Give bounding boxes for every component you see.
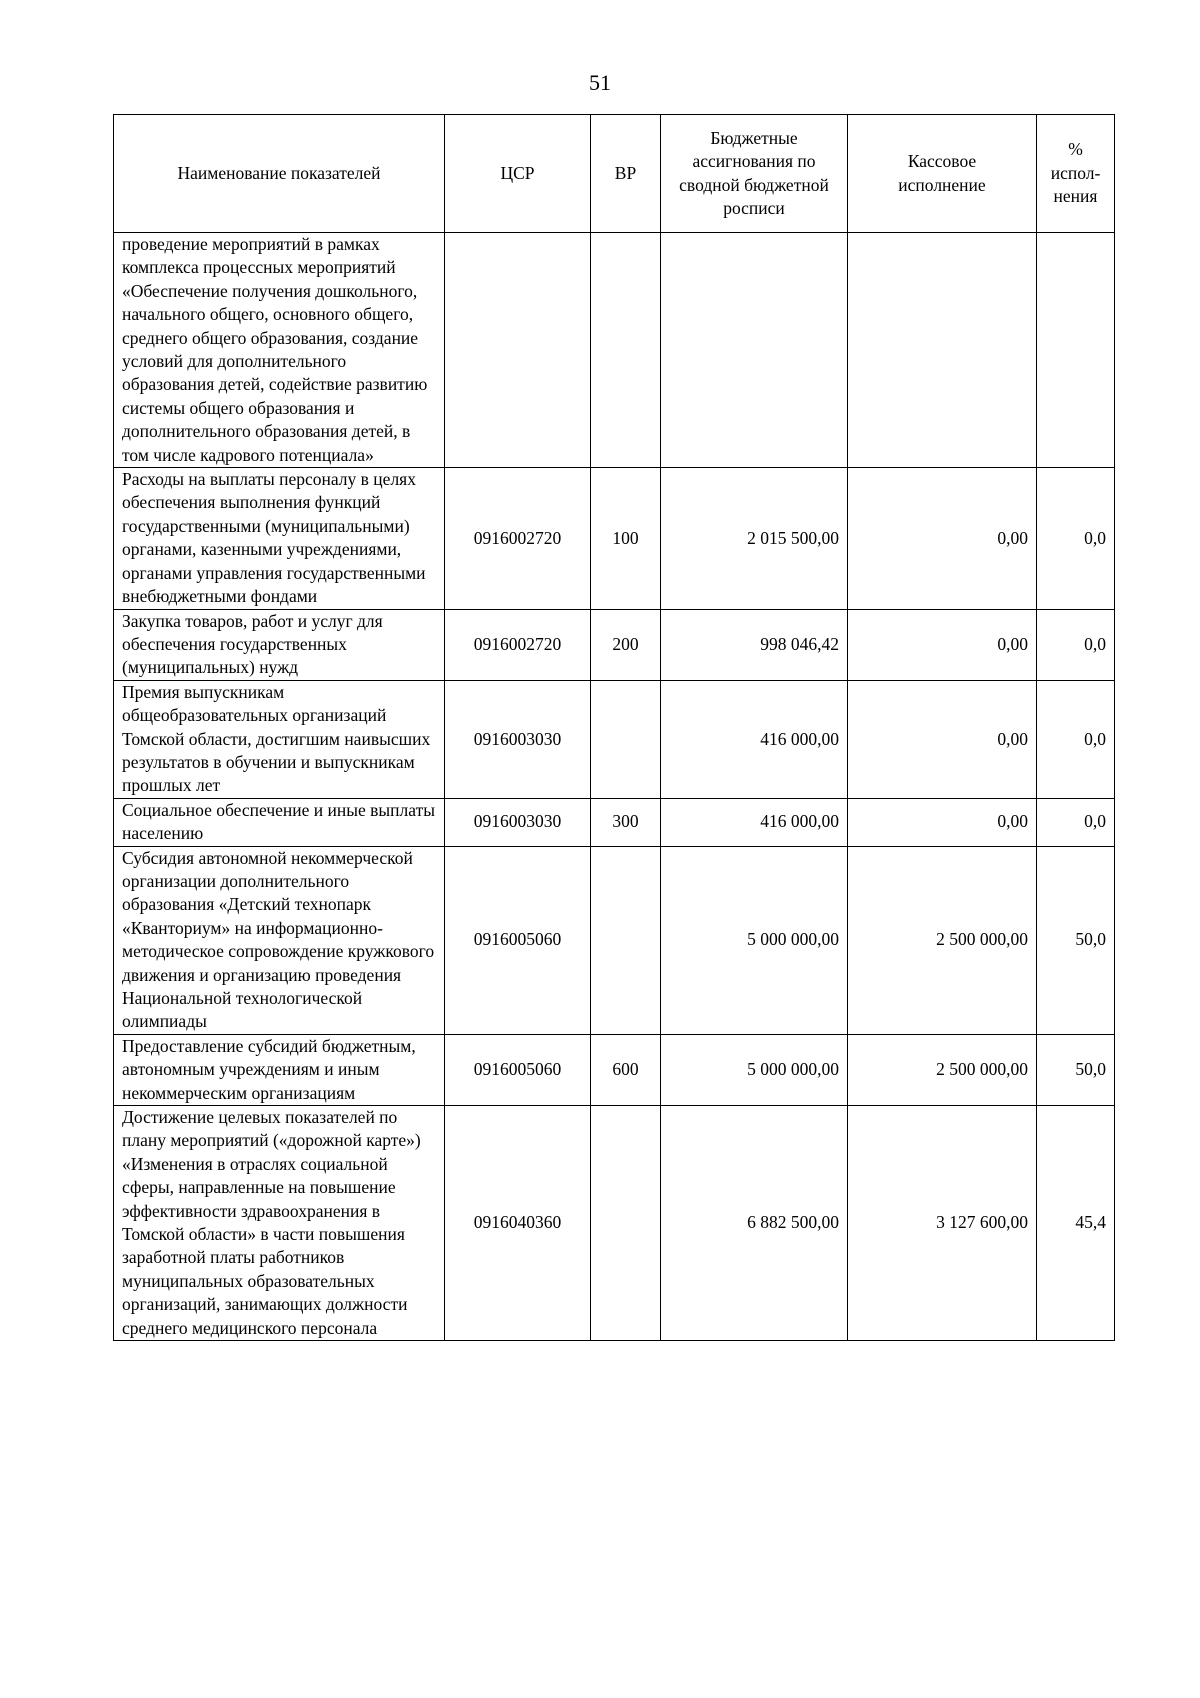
cell-cash-execution: 2 500 000,00 (848, 846, 1037, 1034)
cell-budget-allocations: 416 000,00 (661, 798, 848, 846)
header-cash-execution: Кассовое исполнение (848, 115, 1037, 233)
header-budget-allocations: Бюджетные ассигнования по сводной бюджетной росписи (661, 115, 848, 233)
header-csr: ЦСР (445, 115, 591, 233)
cell-execution-percent: 45,4 (1037, 1106, 1115, 1341)
cell-vr: 600 (591, 1034, 661, 1105)
budget-execution-table (113, 114, 1115, 1341)
cell-vr (591, 680, 661, 798)
cell-budget-allocations: 6 882 500,00 (661, 1106, 848, 1341)
cell-cash-execution: 3 127 600,00 (848, 1106, 1037, 1341)
table-row (114, 609, 1115, 680)
cell-cash-execution: 0,00 (848, 798, 1037, 846)
cell-vr: 300 (591, 798, 661, 846)
cell-cash-execution (848, 233, 1037, 468)
cell-name: Достижение целевых показателей по плану мероприятий («дорожной карте») «Изменения в отраслях социальной сферы, направленные на повышение эффективности здравоохранения в Томской области» в части повышения заработной платы работников муниципальных образовательных организаций, занимающих должности среднего медицинского персонала (114, 1106, 445, 1341)
cell-vr (591, 846, 661, 1034)
table-row (114, 233, 1115, 468)
cell-budget-allocations: 998 046,42 (661, 609, 848, 680)
cell-budget-allocations: 2 015 500,00 (661, 468, 848, 609)
cell-execution-percent: 0,0 (1037, 680, 1115, 798)
cell-cash-execution: 2 500 000,00 (848, 1034, 1037, 1105)
cell-csr: 0916040360 (445, 1106, 591, 1341)
cell-cash-execution: 0,00 (848, 680, 1037, 798)
cell-name: Закупка товаров, работ и услуг для обеспечения государственных (муниципальных) нужд (114, 609, 445, 680)
cell-csr: 0916003030 (445, 798, 591, 846)
table-row (114, 680, 1115, 798)
cell-name: Социальное обеспечение и иные выплаты населению (114, 798, 445, 846)
cell-name: проведение мероприятий в рамках комплекса процессных мероприятий «Обеспечение получения дошкольного, начального общего, основного общего, среднего общего образования, создание условий для дополнительного образования детей, содействие развитию системы общего образования и дополнительного образования детей, в том числе кадрового потенциала» (114, 233, 445, 468)
cell-csr (445, 233, 591, 468)
cell-csr: 0916002720 (445, 609, 591, 680)
page-number: 51 (589, 70, 611, 95)
cell-cash-execution: 0,00 (848, 609, 1037, 680)
cell-name: Субсидия автономной некоммерческой организации дополнительного образования «Детский технопарк «Кванториум» на информационно-методическое сопровождение кружкового движения и организацию проведения Национальной технологической олимпиады (114, 846, 445, 1034)
cell-vr: 100 (591, 468, 661, 609)
cell-execution-percent: 0,0 (1037, 468, 1115, 609)
header-execution-percent: % испол-нения (1037, 115, 1115, 233)
header-vr: ВР (591, 115, 661, 233)
cell-execution-percent: 50,0 (1037, 1034, 1115, 1105)
cell-name: Предоставление субсидий бюджетным, автономным учреждениям и иным некоммерческим организациям (114, 1034, 445, 1105)
cell-budget-allocations (661, 233, 848, 468)
cell-budget-allocations: 5 000 000,00 (661, 1034, 848, 1105)
cell-csr: 0916003030 (445, 680, 591, 798)
table-row (114, 846, 1115, 1034)
cell-execution-percent: 0,0 (1037, 609, 1115, 680)
table-row (114, 1034, 1115, 1105)
cell-vr (591, 1106, 661, 1341)
cell-vr: 200 (591, 609, 661, 680)
cell-vr (591, 233, 661, 468)
cell-csr: 0916005060 (445, 846, 591, 1034)
table-header-row (114, 115, 1115, 233)
cell-execution-percent: 0,0 (1037, 798, 1115, 846)
cell-execution-percent: 50,0 (1037, 846, 1115, 1034)
cell-budget-allocations: 5 000 000,00 (661, 846, 848, 1034)
cell-budget-allocations: 416 000,00 (661, 680, 848, 798)
cell-name: Расходы на выплаты персоналу в целях обеспечения выполнения функций государственными (муниципальными) органами, казенными учреждениями, органами управления государственными внебюджетными фондами (114, 468, 445, 609)
table-row (114, 798, 1115, 846)
cell-execution-percent (1037, 233, 1115, 468)
cell-csr: 0916002720 (445, 468, 591, 609)
table-row (114, 1106, 1115, 1341)
header-name: Наименование показателей (114, 115, 445, 233)
table-row (114, 468, 1115, 609)
cell-cash-execution: 0,00 (848, 468, 1037, 609)
cell-csr: 0916005060 (445, 1034, 591, 1105)
cell-name: Премия выпускникам общеобразовательных организаций Томской области, достигшим наивысших результатов в обучении и выпускникам прошлых лет (114, 680, 445, 798)
